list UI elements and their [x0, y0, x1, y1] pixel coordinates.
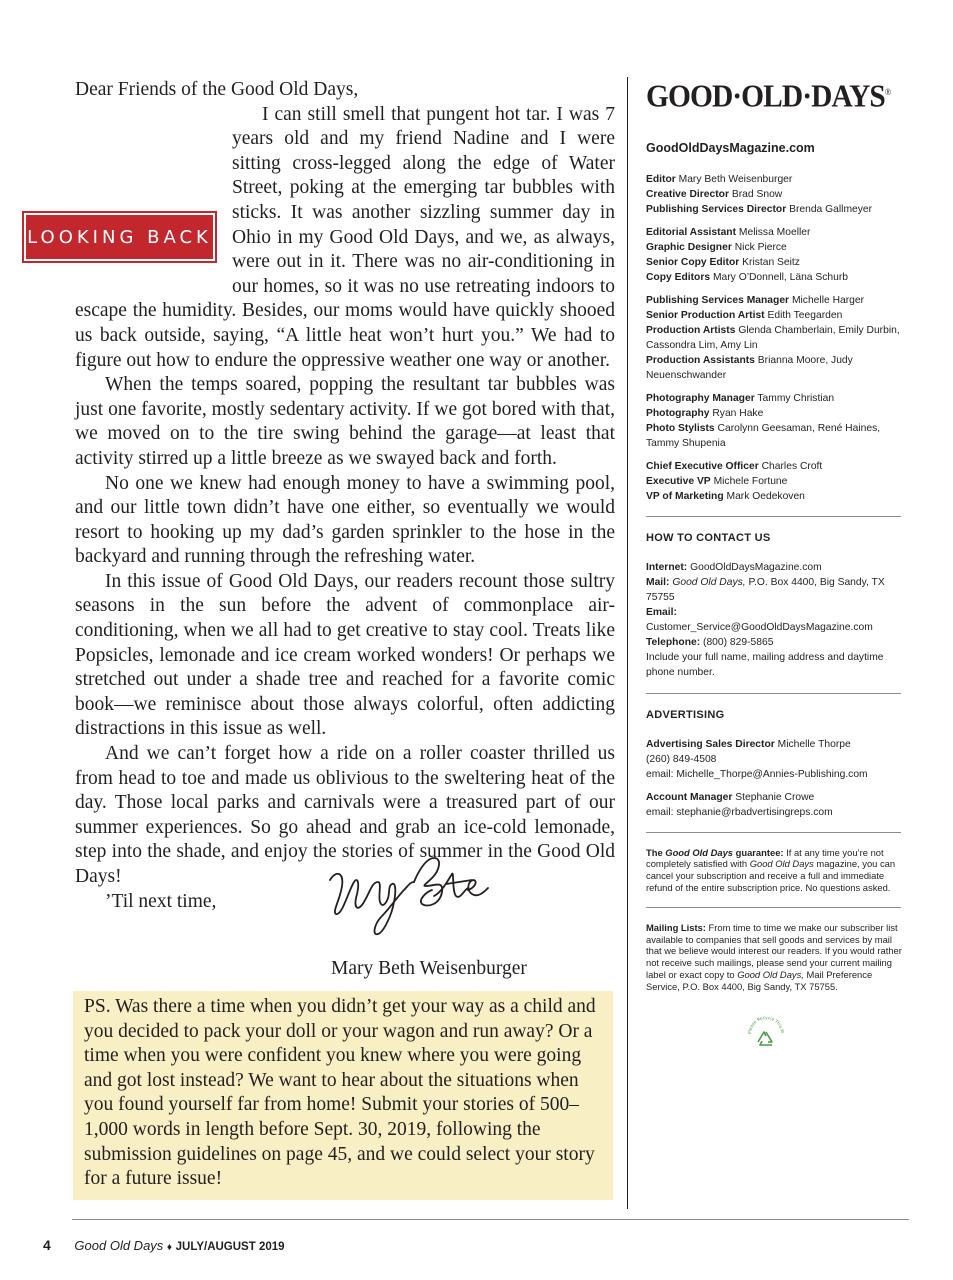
staff-role: Editor [646, 173, 676, 185]
contact-mail-magazine: Good Old Days, [672, 576, 746, 588]
guarantee-magazine: Good Old Days [749, 858, 814, 870]
staff-role: Publishing Services Manager [646, 294, 790, 306]
mailing-lists-body: From time to time we make our subscriber list available to companies that sell goods and services by mail that we believe would interest our readers. If you would rather not receive such mailings, please send your current mailing label or exact copy to [646, 921, 902, 981]
divider [646, 516, 901, 517]
letter-closing: ’Til next time, [105, 890, 217, 912]
guarantee-label [646, 847, 784, 858]
staff-name: Glenda Chamberlain, Emily Durbin, Cassondra Lim, Amy Lin [646, 324, 900, 351]
column-divider [627, 77, 628, 1209]
guarantee-label-magazine: Good Old Days [665, 846, 733, 858]
letter-paragraph: When the temps soared, popping the resultant tar bubbles was just one favorite, mostly sedentary activity. If we got bored with that, we moved on to the tire swing behind the garage—at least that activity stirred up a little breeze as we swayed back and forth. [75, 374, 615, 469]
signature-name: Mary Beth Weisenburger [331, 958, 527, 979]
staff-line [646, 391, 902, 406]
footer-magazine: Good Old Days [74, 1238, 164, 1253]
staff-role: Editorial Assistant [646, 226, 737, 238]
letter-paragraph: And we can’t forget how a ride on a roller coaster thrilled us from head to toe and made us oblivious to the sweltering heat of the day. Those local parks and carnivals were a treasured part of our summer experiences. So go ahead and grab an ice-cold lemonade, step into the shade, and enjoy the stories of summer in the Good Old Days! [75, 743, 615, 887]
guarantee-body: magazine, you can cancel your subscription and receive a full and immediate refund of the entire subscription price. No questions asked. [646, 858, 896, 894]
staff-role: Chief Executive Officer [646, 460, 759, 472]
contact-telephone-number: (800) 829-5865 [703, 636, 774, 648]
staff-name: Michelle Harger [791, 294, 865, 306]
guarantee-label-pre: The [646, 846, 663, 858]
staff-name: Mary O’Donnell, Läna Schurb [712, 271, 849, 283]
contact-telephone [646, 635, 902, 650]
staff-line [646, 406, 902, 421]
staff-name: Carolynn Geesaman, René Haines, Tammy Shupenia [646, 422, 881, 449]
logo-text: GOOD·OLD·DAYS [646, 77, 885, 114]
footer-separator: ♦ [166, 1242, 173, 1253]
ps-box [73, 991, 613, 1200]
contact-email [646, 605, 902, 635]
recycle-icon [743, 1014, 789, 1060]
looking-back-label: LOOKING BACK [24, 213, 215, 261]
staff-name: Tammy Christian [757, 392, 835, 404]
ad-role: Account Manager [646, 791, 733, 803]
staff-role: Executive VP [646, 475, 711, 487]
staff-role: VP of Marketing [646, 490, 724, 502]
contact-label: Email: [646, 606, 677, 618]
staff-line [646, 255, 902, 270]
staff-name: Mark Oedekoven [726, 490, 805, 502]
ad-name: Michelle Thorpe [777, 738, 851, 750]
staff-line [646, 270, 902, 285]
registered-mark: ® [884, 87, 891, 97]
staff-name: Michele Fortune [713, 475, 788, 487]
staff-name: Charles Croft [761, 460, 823, 472]
staff-role: Senior Copy Editor [646, 256, 740, 268]
ad-sales-line [646, 737, 902, 752]
contact-label: Telephone: [646, 636, 701, 648]
staff-name: Nick Pierce [734, 241, 787, 253]
contact-email-link[interactable]: Customer_Service@GoodOldDaysMagazine.com [646, 621, 873, 633]
staff-name: Mary Beth Weisenburger [678, 173, 793, 185]
staff-role: Photography [646, 407, 710, 419]
advertising-block [646, 737, 902, 782]
staff-role: Copy Editors [646, 271, 711, 283]
signature-image [322, 852, 492, 938]
staff-line [646, 323, 902, 353]
staff-line [646, 202, 902, 217]
staff-role: Senior Production Artist [646, 309, 765, 321]
website-link[interactable]: GoodOldDaysMagazine.com [646, 140, 815, 155]
footer-rule [72, 1219, 909, 1220]
masthead [646, 72, 902, 993]
ad-role: Advertising Sales Director [646, 738, 775, 750]
guarantee-label-post: guarantee: [735, 846, 784, 858]
contact-mail [646, 575, 902, 605]
letter-paragraph-text: I can still smell that pungent hot tar. I was 7 years old and my friend Nadine and I were sitting cross-legged along the edge of Water Street, poking at the emerging tar bubbles with sticks. It was another sizzling summer day in Ohio in my Good Old Days, and we, as always, were out in it. There was no air-conditioning in our homes, so it was no use retreating indoors to escape the humidity. Besides, our moms would have quickly shooed us back outside, saying, “A little heat won’t hurt you.” We had to figure out how to endure the oppressive weather one way or another. [75, 103, 615, 371]
contact-mail-address: P.O. Box 4400, Big Sandy, TX 75755 [646, 576, 885, 603]
staff-line [646, 187, 902, 202]
staff-name: Ryan Hake [712, 407, 764, 419]
staff-line [646, 308, 902, 323]
ad-name: Stephanie Crowe [735, 791, 815, 803]
contact-block [646, 560, 902, 680]
staff-role: Production Artists [646, 324, 736, 336]
letter-salutation: Dear Friends of the Good Old Days, [75, 79, 359, 100]
staff-role: Creative Director [646, 188, 729, 200]
staff-line [646, 474, 902, 489]
recycle-text: Please Recycle This M [746, 1014, 786, 1035]
staff-group [646, 459, 902, 504]
ps-text: PS. Was there a time when you didn’t get your way as a child and you decided to pack your doll or your wagon and run away? Or a time when you were confident you knew where you were going and got lost instead? We want to hear about the situations when you found yourself far from home! Submit your stories of 500–1,000 words in length before Sept. 30, 2019, following the submission guidelines on page 45, and we could select your story for a future issue! [84, 996, 596, 1190]
guarantee-body: If at any time you’re not completely satisfied with [646, 846, 884, 870]
staff-line [646, 421, 902, 451]
svg-text:Please Recycle This Magazine [743, 1014, 785, 1034]
staff-role: Publishing Services Director [646, 203, 787, 215]
ad-sales-email[interactable]: email: Michelle_Thorpe@Annies-Publishing.com [646, 768, 868, 780]
editor-letter [75, 78, 615, 914]
contact-label: Mail: [646, 576, 670, 588]
staff-name: Edith Teegarden [767, 309, 843, 321]
staff-role: Photography Manager [646, 392, 755, 404]
staff-line [646, 293, 902, 308]
magazine-logo [646, 72, 891, 116]
letter-paragraph: No one we knew had enough money to have a swimming pool, and our little town didn’t have one either, so eventually we would resort to hooking up my dad’s garden sprinkler to the hose in the backyard and running through the refreshing water. [75, 472, 615, 568]
page-number: 4 [43, 1237, 51, 1253]
letter-paragraph: In this issue of Good Old Days, our readers recount those sultry seasons in the sun before the advent of commonplace air-conditioning, when we all had to get creative to stay cool. Treats like Popsicles, lemonade and ice cream worked wonders! Or perhaps we stretched out under a shade tree and reached for a favorite comic book—we reminisce about those always colorful, often addicting distractions in this issue as well. [75, 570, 615, 740]
staff-line [646, 172, 902, 187]
contact-internet-link[interactable]: GoodOldDaysMagazine.com [690, 561, 822, 573]
staff-line [646, 459, 902, 474]
staff-role: Graphic Designer [646, 241, 732, 253]
ad-manager-line [646, 790, 902, 805]
ad-sales-phone: (260) 849-4508 [646, 753, 717, 765]
contact-title: HOW TO CONTACT US [646, 531, 771, 544]
staff-line [646, 489, 902, 504]
staff-line [646, 225, 902, 240]
staff-name: Brianna Moore, Judy Neuenschwander [646, 354, 853, 381]
staff-role: Photo Stylists [646, 422, 715, 434]
guarantee-text [646, 847, 902, 894]
staff-name: Brenda Gallmeyer [789, 203, 873, 215]
contact-internet [646, 560, 902, 575]
staff-group [646, 172, 902, 217]
mailing-lists-text [646, 922, 902, 993]
staff-role: Production Assistants [646, 354, 755, 366]
staff-name: Melissa Moeller [738, 226, 811, 238]
footer-issue: JULY/AUGUST 2019 [175, 1241, 285, 1253]
advertising-title: ADVERTISING [646, 708, 725, 721]
staff-line [646, 240, 902, 255]
mailing-lists-magazine: Good Old Days, [737, 969, 804, 981]
staff-name: Kristan Seitz [742, 256, 800, 268]
mailing-lists-label: Mailing Lists: [646, 921, 706, 933]
page-footer [43, 1237, 285, 1253]
divider [646, 832, 901, 833]
divider [646, 907, 901, 908]
ad-manager-email[interactable]: email: stephanie@rbadvertisingreps.com [646, 806, 833, 818]
advertising-manager-block [646, 790, 902, 820]
divider [646, 693, 901, 694]
mailing-lists-body: Mail Preference Service, P.O. Box 4400, Big Sandy, TX 75755. [646, 969, 873, 992]
contact-label: Internet: [646, 561, 688, 573]
staff-group [646, 225, 902, 285]
staff-line [646, 353, 902, 383]
contact-note: Include your full name, mailing address and daytime phone number. [646, 651, 884, 678]
staff-group [646, 293, 902, 383]
staff-group [646, 391, 902, 451]
staff-name: Brad Snow [731, 188, 783, 200]
